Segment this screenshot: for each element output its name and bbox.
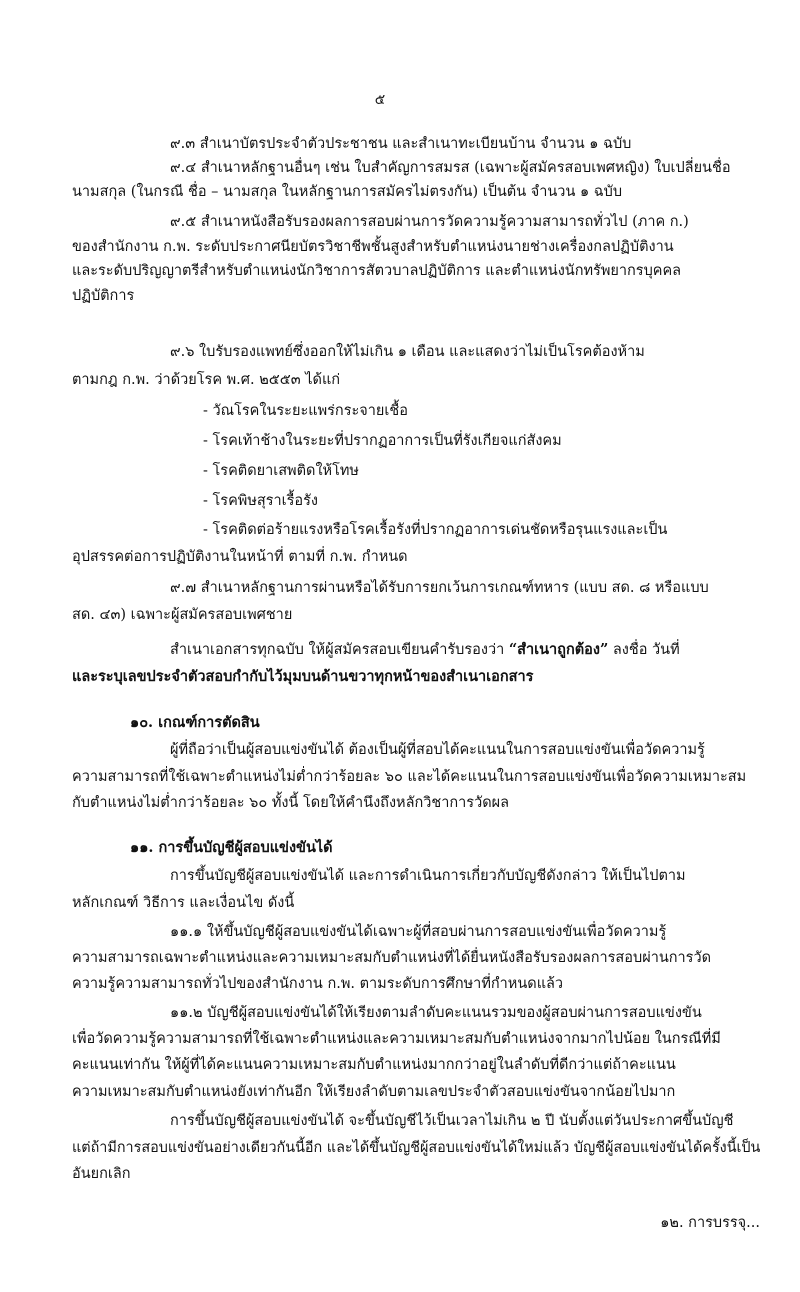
disease-item: - วัณโรคในระยะแพร่กระจายเชื้อ (203, 403, 408, 419)
item-9-5-line-2: ของสำนักงาน ก.พ. ระดับประกาศนียบัตรวิชาชีพชั้นสูงสำหรับตำแหน่งนายช่างเครื่องกลปฏิบัติงาน (72, 239, 674, 255)
item-9-5-line-4: ปฏิบัติการ (72, 288, 135, 304)
item-9-7-line-2: สด. ๔๓) เฉพาะผู้สมัครสอบเพศชาย (72, 607, 293, 623)
section-10-line-3: กับตำแหน่งไม่ต่ำกว่าร้อยละ ๖๐ ทั้งนี้ โดยให้คำนึงถึงหลักวิชาการวัดผล (72, 795, 510, 811)
disease-item: - โรคเท้าช้างในระยะที่ปรากฏอาการเป็นที่รังเกียจแก่สังคม (203, 433, 562, 449)
section-10-title: ๑๐. เกณฑ์การตัดสิน (130, 714, 260, 731)
list-validity-line-3: อันยกเลิก (72, 1166, 131, 1182)
item-11-2-line-3: คะแนนเท่ากัน ให้ผู้ที่ได้คะแนนความเหมาะสมกับตำแหน่งมากกว่าอยู่ในลำดับที่ดีกว่าแต่ถ้าคะแนน (72, 1057, 676, 1073)
item-9-3: ๙.๓ สำเนาบัตรประจำตัวประชาชน และสำเนาทะเบียนบ้าน จำนวน ๑ ฉบับ (170, 136, 632, 152)
item-11-2-line-4: ความเหมาะสมกับตำแหน่งยังเท่ากันอีก ให้เรียงลำดับตามเลขประจำตัวสอบแข่งขันจากน้อยไปมาก (72, 1084, 676, 1100)
item-11-2-line-1: ๑๑.๒ บัญชีผู้สอบแข่งขันได้ให้เรียงตามลำดับคะแนนรวมของผู้สอบผ่านการสอบแข่งขัน (170, 1005, 702, 1021)
disease-item: - โรคติดยาเสพติดให้โทษ (203, 463, 359, 479)
item-9-6-line-2: ตามกฎ ก.พ. ว่าด้วยโรค พ.ศ. ๒๕๕๓ ได้แก่ (72, 372, 341, 388)
continued-marker: ๑๒. การบรรจุ... (660, 1215, 760, 1231)
item-9-6-line-1: ๙.๖ ใบรับรองแพทย์ซึ่งออกให้ไม่เกิน ๑ เดือน และแสดงว่าไม่เป็นโรคต้องห้าม (170, 344, 645, 360)
section-10-line-1: ผู้ที่ถือว่าเป็นผู้สอบแข่งขันได้ ต้องเป็นผู้ที่สอบได้คะแนนในการสอบแข่งขันเพื่อวัดความรู้ (170, 742, 705, 758)
copies-note-text-end: ลงชื่อ วันที่ (608, 642, 680, 658)
item-9-7-line-1: ๙.๗ สำเนาหลักฐานการผ่านหรือได้รับการยกเว้นการเกณฑ์ทหาร (แบบ สด. ๘ หรือแบบ (170, 580, 709, 596)
copies-note-line-1 (170, 640, 680, 660)
copies-note-text: สำเนาเอกสารทุกฉบับ ให้ผู้สมัครสอบเขียนคำรับรองว่า (170, 642, 509, 658)
item-11-1-line-2: ความสามารถเฉพาะตำแหน่งและความเหมาะสมกับตำแหน่งที่ได้ยื่นหนังสือรับรองผลการสอบผ่านการวัด (72, 950, 712, 966)
page-number: ๕ (374, 92, 386, 108)
section-11-title: ๑๑. การขึ้นบัญชีผู้สอบแข่งขันได้ (130, 839, 333, 856)
certified-copy-phrase: “สำเนาถูกต้อง” (508, 641, 609, 658)
section-11-intro-line-2: หลักเกณฑ์ วิธีการ และเงื่อนไข ดังนี้ (72, 895, 295, 911)
section-11-intro-line-1: การขึ้นบัญชีผู้สอบแข่งขันได้ และการดำเนินการเกี่ยวกับบัญชีดังกล่าว ให้เป็นไปตาม (170, 868, 686, 884)
list-validity-line-2: แต่ถ้ามีการสอบแข่งขันอย่างเดียวกันนี้อีก และได้ขึ้นบัญชีผู้สอบแข่งขันได้ใหม่แล้ว บัญชีผู้สอบแข่งขันได้ครั้งนี้เป็น (72, 1140, 761, 1156)
item-11-2-line-2: เพื่อวัดความรู้ความสามารถที่ใช้เฉพาะตำแหน่งและความเหมาะสมกับตำแหน่งจากมากไปน้อย ในกรณีที่มี (72, 1031, 721, 1047)
section-10-line-2: ความสามารถที่ใช้เฉพาะตำแหน่งไม่ต่ำกว่าร้อยละ ๖๐ และได้คะแนนในการสอบแข่งขันเพื่อวัดความเหมาะสม (72, 769, 747, 785)
disease-item-continued: อุปสรรคต่อการปฏิบัติงานในหน้าที่ ตามที่ ก.พ. กำหนด (72, 549, 408, 565)
item-9-5-line-1: ๙.๕ สำเนาหนังสือรับรองผลการสอบผ่านการวัดความรู้ความสามารถทั่วไป (ภาค ก.) (170, 214, 689, 230)
list-validity-line-1: การขึ้นบัญชีผู้สอบแข่งขันได้ จะขึ้นบัญชีไว้เป็นเวลาไม่เกิน ๒ ปี นับตั้งแต่วันประกาศขึ้นบัญชี (170, 1113, 734, 1129)
item-9-5-line-3: และระดับปริญญาตรีสำหรับตำแหน่งนักวิชาการสัตวบาลปฏิบัติการ และตำแหน่งนักทรัพยากรบุคคล (72, 263, 682, 279)
item-9-4-line-2: นามสกุล (ในกรณี ชื่อ – นามสกุล ในหลักฐานการสมัครไม่ตรงกัน) เป็นต้น จำนวน ๑ ฉบับ (72, 184, 623, 200)
item-11-1-line-1: ๑๑.๑ ให้ขึ้นบัญชีผู้สอบแข่งขันได้เฉพาะผู้ที่สอบผ่านการสอบแข่งขันเพื่อวัดความรู้ (170, 924, 667, 940)
disease-item: - โรคติดต่อร้ายแรงหรือโรคเรื้อรังที่ปรากฏอาการเด่นชัดหรือรุนแรงและเป็น (203, 522, 668, 538)
item-11-1-line-3: ความรู้ความสามารถทั่วไปของสำนักงาน ก.พ. ตามระดับการศึกษาที่กำหนดแล้ว (72, 976, 564, 992)
copies-note-line-2: และระบุเลขประจำตัวสอบกำกับไว้มุมบนด้านขวาทุกหน้าของสำเนาเอกสาร (72, 668, 534, 685)
item-9-4-line-1: ๙.๔ สำเนาหลักฐานอื่นๆ เช่น ใบสำคัญการสมรส (เฉพาะผู้สมัครสอบเพศหญิง) ใบเปลี่ยนชื่อ (170, 160, 731, 176)
disease-item: - โรคพิษสุราเรื้อรัง (203, 493, 319, 509)
